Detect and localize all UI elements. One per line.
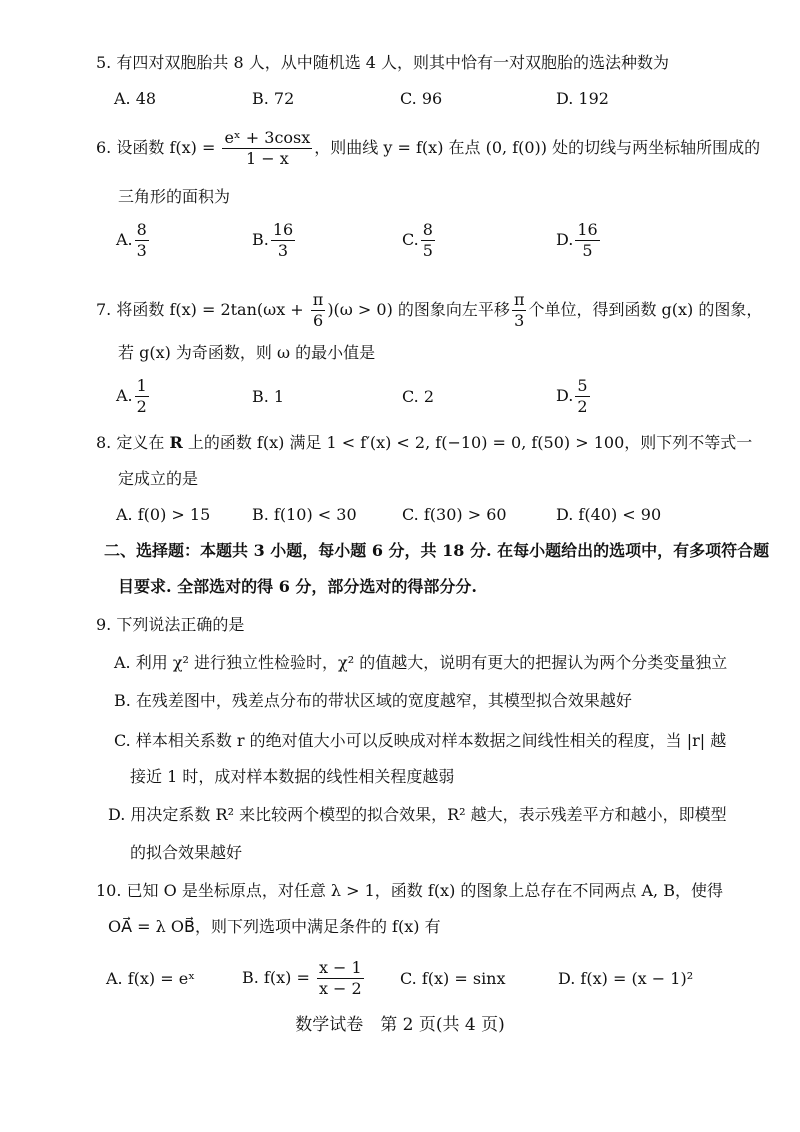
q6-stem-after: ，则曲线 y = f(x) 在点 (0, f(0)) 处的切线与两坐标轴所围成的: [314, 138, 761, 157]
q6-option-a-den: 3: [136, 241, 147, 260]
q5-option-a: A. 48: [114, 89, 157, 108]
q7-stem-a: 7. 将函数 f(x) = 2tan(ωx +: [96, 300, 309, 319]
q6-option-a-letter: A.: [116, 230, 133, 249]
q7-fraction-1: [311, 292, 326, 329]
q10-stem-line2: OA⃗ = λ OB⃗，则下列选项中满足条件的 f(x) 有: [108, 917, 441, 936]
q10-option-d: D. f(x) = (x − 1)²: [558, 969, 694, 988]
q5-stem: 5. 有四对双胞胎共 8 人，从中随机选 4 人，则其中恰有一对双胞胎的选法种数为: [96, 53, 670, 72]
q8-stem-post: 上的函数 f(x) 满足 1 < f′(x) < 2, f(−10) = 0, f(50) > 100，则下列不等式一: [182, 433, 753, 452]
q9-option-c-line1: C. 样本相关系数 r 的绝对值大小可以反映成对样本数据之间线性相关的程度，当 |r| 越: [114, 731, 727, 750]
q6-option-b-den: 3: [277, 241, 289, 260]
q8-real-set-symbol: R: [169, 433, 183, 452]
q6-option-d: [556, 222, 602, 259]
q10-option-b-prefix: B. f(x) =: [242, 968, 315, 987]
q8-stem: [96, 432, 752, 454]
q9-option-c-line2: 接近 1 时，成对样本数据的线性相关程度越弱: [130, 767, 455, 786]
q7-frac1-den: 6: [312, 311, 324, 330]
q8-stem-pre: 8. 定义在: [96, 433, 170, 452]
q7-option-a-letter: A.: [116, 386, 133, 405]
q6-option-d-letter: D.: [556, 230, 574, 249]
q6-stem: [96, 128, 760, 168]
q7-frac1-num: π: [312, 290, 324, 309]
q10-option-c: C. f(x) = sinx: [400, 969, 506, 988]
q6-option-b-num: 16: [272, 220, 294, 239]
q6-option-c-fraction: [421, 222, 435, 259]
q7-frac2-num: π: [513, 290, 525, 309]
q8-option-c: C. f(30) > 60: [402, 505, 507, 524]
section2-heading-line2: 目要求. 全部选对的得 6 分，部分选对的得部分分.: [118, 577, 477, 596]
q7-fraction-2: [512, 292, 527, 329]
q7-option-d-fraction: [575, 378, 589, 415]
q10-stem-line1: 10. 已知 O 是坐标原点，对任意 λ > 1，函数 f(x) 的图象上总存在不同两点 A, B，使得: [96, 881, 723, 900]
q9-stem: 9. 下列说法正确的是: [96, 615, 245, 634]
q7-option-c: C. 2: [402, 387, 435, 406]
q7-option-b: B. 1: [252, 387, 285, 406]
section2-heading-line1: 二、选择题：本题共 3 小题，每小题 6 分，共 18 分. 在每小题给出的选项中，有多项符合题: [104, 541, 770, 560]
q6-fn-denominator: 1 − x: [245, 149, 289, 168]
q7-option-a-den: 2: [136, 397, 147, 416]
q5-option-c: C. 96: [400, 89, 443, 108]
q6-option-a-num: 8: [136, 220, 147, 239]
q8-option-a: A. f(0) > 15: [116, 505, 211, 524]
q6-option-c: [402, 222, 437, 259]
q10-option-b-fraction: [317, 960, 364, 997]
q8-stem-line2: 定成立的是: [118, 469, 199, 488]
q6-option-b: [252, 222, 297, 259]
q10-option-b-den: x − 2: [318, 979, 362, 998]
q7-option-d: [556, 378, 592, 415]
q6-stem-line2: 三角形的面积为: [118, 187, 231, 206]
q10-option-b: [242, 960, 366, 997]
q9-option-a: A. 利用 χ² 进行独立性检验时，χ² 的值越大，说明有更大的把握认为两个分类变量独立: [114, 653, 728, 672]
q6-function-fraction: [222, 130, 312, 167]
q7-stem-b: )(ω > 0) 的图象向左平移: [327, 300, 510, 319]
q7-option-d-den: 2: [577, 397, 588, 416]
q7-stem-c: 个单位，得到函数 g(x) 的图象，: [528, 300, 763, 319]
q7-stem: [96, 290, 762, 330]
q7-option-a: [116, 378, 151, 415]
page-footer: 数学试卷 第 2 页(共 4 页): [295, 1015, 505, 1035]
q6-option-c-letter: C.: [402, 230, 419, 249]
q10-option-a: A. f(x) = eˣ: [106, 969, 195, 988]
q9-option-b: B. 在残差图中，残差点分布的带状区域的宽度越窄，其模型拟合效果越好: [114, 691, 632, 710]
q7-option-a-num: 1: [136, 376, 147, 395]
q6-option-b-fraction: [271, 222, 295, 259]
q6-option-d-num: 16: [577, 220, 598, 239]
q6-option-a-fraction: [135, 222, 149, 259]
q7-frac2-den: 3: [514, 311, 525, 330]
q9-option-d-line1: D. 用决定系数 R² 来比较两个模型的拟合效果，R² 越大，表示残差平方和越小，即模型: [108, 805, 727, 824]
q6-option-c-num: 8: [422, 220, 433, 239]
q5-option-b: B. 72: [252, 89, 295, 108]
q6-option-a: [116, 222, 151, 259]
q6-option-d-fraction: [575, 222, 599, 259]
q6-option-b-letter: B.: [252, 230, 269, 249]
q6-fn-numerator: eˣ + 3cosx: [224, 128, 311, 147]
q10-option-b-num: x − 1: [318, 958, 362, 977]
q6-option-c-den: 5: [422, 241, 433, 260]
q9-option-d-line2: 的拟合效果越好: [130, 843, 243, 862]
q7-option-d-num: 5: [577, 376, 588, 395]
q7-stem-line2: 若 g(x) 为奇函数，则 ω 的最小值是: [118, 343, 376, 362]
q8-option-b: B. f(10) < 30: [252, 505, 357, 524]
q6-stem-before: 6. 设函数 f(x) =: [96, 138, 221, 157]
q7-option-a-fraction: [135, 378, 149, 415]
q7-option-d-letter: D.: [556, 386, 574, 405]
q8-option-d: D. f(40) < 90: [556, 505, 662, 524]
q6-option-d-den: 5: [582, 241, 593, 260]
q5-option-d: D. 192: [556, 89, 609, 108]
